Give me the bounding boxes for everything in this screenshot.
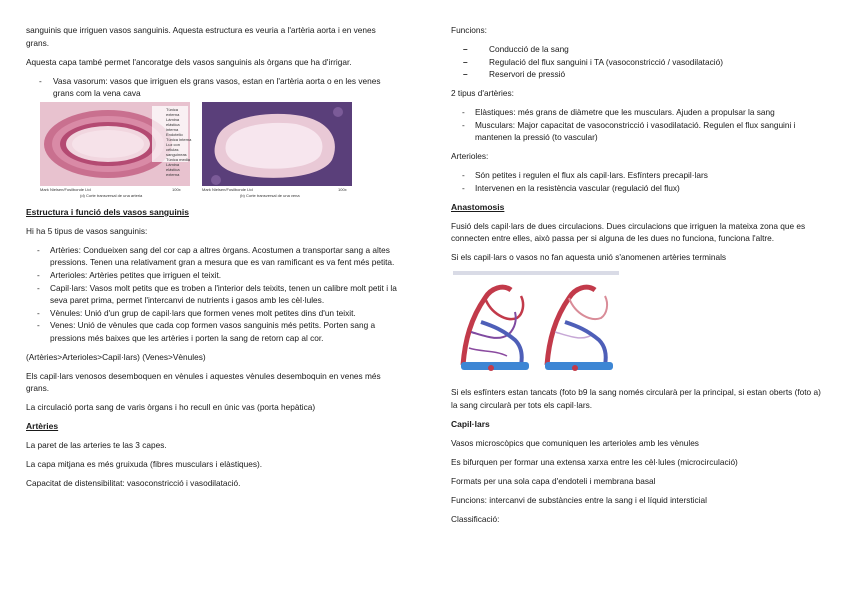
list-item: – Reservori de pressió (451, 68, 825, 81)
label-luz: Luz con células sanguíneas (166, 141, 187, 157)
functions-list (451, 43, 825, 81)
credit-vein: Mark Nielsen/Fosilbonde Ltd (202, 186, 253, 192)
label-lamina-elastica-externa: Lámina elástica externa (166, 161, 180, 177)
list-item: - Arterioles: Artèries petites que irriguen el teixit. (26, 269, 398, 282)
sphincters-note: Si els esfínters estan tancats (foto b9 la sang només circularà per la principal, si estan oberts (foto a) la sang circularà per tots els capil·lars. (451, 387, 821, 411)
functions-label: Funcions: (451, 25, 487, 35)
arterioles-list (451, 169, 825, 194)
credit-artery: Mark Nielsen/Fosilbonde Ltd (40, 186, 91, 192)
artery-types-list (451, 106, 825, 144)
capillary-bed-image (451, 270, 621, 380)
flow-summary: (Artèries>Arterioles>Capil·lars) (Venes>Vènules) (26, 351, 206, 362)
arteries-heading: Artèries (26, 421, 59, 432)
section-heading-structure: Estructura i funció dels vasos sanguinis (26, 206, 189, 217)
left-column (26, 24, 398, 496)
list-item: – Regulació del flux sanguini i TA (vasoconstricció / vasodilatació) (451, 56, 825, 69)
classification-label: Classificació: (451, 513, 500, 524)
capillars-paragraph-4: Funcions: intercanvi de substàncies entre la sang i el líquid intersticial (451, 494, 707, 505)
vessel-types-list (26, 244, 398, 345)
list-item: - Capil·lars: Vasos molt petits que es troben a l'interior dels teixits, tenen un calibre molt petit i la seva paret prima, permet l'intercanvi de nutrients i gasos amb les cèl·lules. (26, 282, 398, 307)
vasa-vasorum-item: - Vasa vasorum: vasos que irriguen els grans vasos, estan en l'artèria aorta o en les venes grans com la vena cava (26, 75, 398, 100)
anastomosis-paragraph-1: Fusió dels capil·lars de dues circulacions. Dues circulacions que irriguen la mateixa zona que es connecten entre elles, això passa per si alguna de les dues no funciona, funciona l'altre. (451, 220, 806, 244)
list-item: - Vènules: Unió d'un grup de capil·lars que formen venes molt petites dins d'un teixit. (26, 307, 398, 320)
types-intro: Hi ha 5 tipus de vasos sanguinis: (26, 225, 148, 236)
list-item: - Venes: Unió de vènules que cada cop formen vasos sanguinis més petits. Porten sang a pressions més baixes que les artèries i porten la sang de retorn cap al cor. (26, 319, 398, 344)
caption-vein: (b) Corte transversal de una vena (240, 192, 300, 198)
label-tunica-interna: Túnica interna (166, 136, 192, 142)
portal-note: La circulació porta sang de varis òrgans i ho recull en únic vas (porta hepàtica) (26, 402, 316, 413)
label-endotelio: Endotelio (166, 131, 183, 137)
list-item: - Són petites i regulen el flux als capil·lars. Esfínters precapil·lars (451, 169, 825, 182)
label-tunica-externa: Túnica externa (166, 106, 180, 117)
arterioles-label: Arterioles: (451, 151, 489, 162)
arteries-paragraph-3: Capacitat de distensibilitat: vasoconstricció i vasodilatació. (26, 478, 241, 489)
right-column (451, 24, 825, 532)
scale-artery: 100x (172, 186, 181, 192)
arteries-paragraph-1: La paret de las arteries te las 3 capes. (26, 440, 167, 451)
list-item: - Artèries: Condueixen sang del cor cap a altres òrgans. Acostumen a transportar sang a altes pressions. Tenen una relativament gran a mesura que es van ramificant es va fent més petita. (26, 244, 398, 269)
label-lamina-elastica-interna: Lámina elástica interna (166, 116, 180, 132)
artery-vein-histology-figure (40, 102, 352, 202)
capillars-heading: Capil·lars (451, 419, 490, 429)
capillars-paragraph-1: Vasos microscòpics que comuniquen les arterioles amb les vènules (451, 437, 699, 448)
anastomosis-heading: Anastomosis (451, 201, 505, 212)
list-item: - Musculars: Major capacitat de vasoconstricció i vasodilatació. Regulen el flux sanguini i mantenen la pressió (to vascular) (451, 119, 825, 144)
list-item: - Elàstiques: més grans de diàmetre que les musculars. Ajuden a propulsar la sang (451, 106, 825, 119)
label-tunica-media: Túnica media (166, 156, 191, 162)
capillars-paragraph-3: Formats per una sola capa d'endoteli i membrana basal (451, 475, 656, 486)
capillary-bed-diagram (451, 270, 621, 380)
caption-artery: (d) Corte transversal de una arteria (80, 192, 143, 198)
capillars-paragraph-2: Es bifurquen per formar una extensa xarxa entre les cèl·lules (microcirculació) (451, 456, 738, 467)
artery-types-label: 2 tipus d'artèries: (451, 88, 514, 99)
vasa-vasorum-list (26, 75, 398, 100)
scale-vein: 100x (338, 186, 347, 192)
arteries-paragraph-2: La capa mitjana es més gruixuda (fibres musculars i elàstiques). (26, 459, 263, 470)
list-item: – Conducció de la sang (451, 43, 825, 56)
list-item: - Intervenen en la resistència vascular (regulació del flux) (451, 182, 825, 195)
capillaries-note: Els capil·lars venosos desemboquen en vènules i aquestes vènules desemboquin en venes més grans. (26, 370, 381, 394)
intro-paragraph-1: sanguinis que irriguen vasos sanguinis. Aquesta estructura es veuria a l'artèria aorta i en venes grans. (26, 25, 376, 48)
intro-paragraph-2: Aquesta capa també permet l'ancoratge dels vasos sanguinis als òrgans que ha d'irrigar. (26, 56, 352, 67)
anastomosis-paragraph-2: Si els capil·lars o vasos no fan aquesta unió s'anomenen artèries terminals (451, 252, 727, 263)
